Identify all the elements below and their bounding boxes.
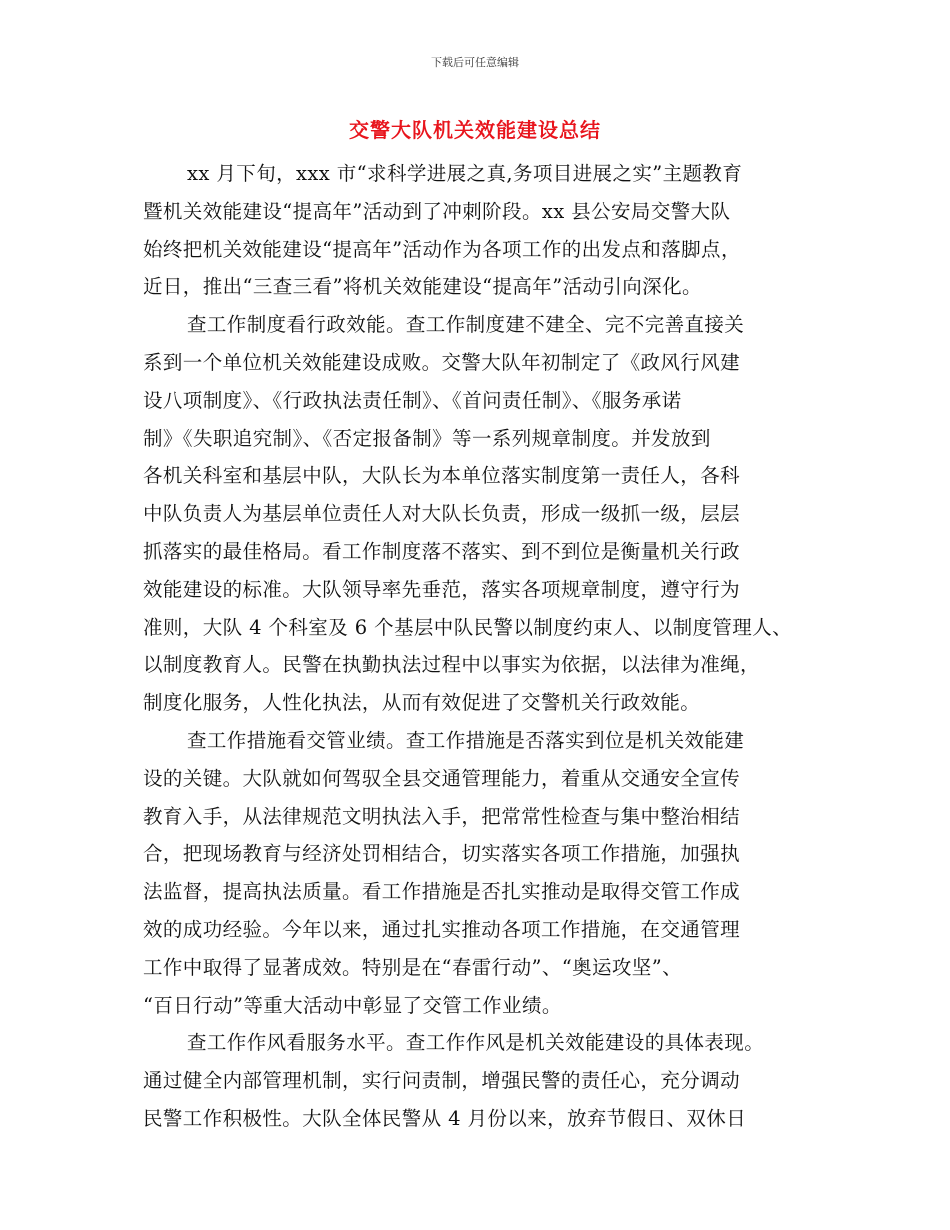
paragraph-line: 效的成功经验。今年以来，通过扎实推动各项工作措施，在交通管理 [143, 917, 741, 941]
paragraph-line: 制度化服务，人性化执法，从而有效促进了交警机关行政效能。 [143, 691, 701, 715]
paragraph-first-line: 查工作措施看交管业绩。查工作措施是否落实到位是机关效能建 [187, 728, 745, 752]
paragraph-line: 教育入手，从法律规范文明执法入手，把常常性检查与集中整治相结 [143, 804, 741, 828]
paragraph-first-line: xx 月下旬，xxx 市“求科学进展之真,务项目进展之实”主题教育 [187, 162, 743, 185]
paragraph-line: 民警工作积极性。大队全体民警从 4 月份以来，放弃节假日、双休日 [143, 1106, 747, 1130]
paragraph-line: 系到一个单位机关效能建设成败。交警大队年初制定了《政风行风建 [143, 350, 741, 374]
paragraph-first-line: 查工作作风看服务水平。查工作作风是机关效能建设的具体表现。 [187, 1031, 765, 1055]
paragraph-line: 暨机关效能建设“提高年”活动到了冲刺阶段。xx 县公安局交警大队 [143, 199, 731, 223]
paragraph-line: 通过健全内部管理机制，实行问责制，增强民警的责任心，充分调动 [143, 1069, 741, 1093]
paragraph-line: 设的关键。大队就如何驾驭全县交通管理能力，着重从交通安全宣传 [143, 766, 741, 790]
paragraph-line: 制》《失职追究制》、《否定报备制》等一系列规章制度。并发放到 [143, 426, 711, 450]
document-title: 交警大队机关效能建设总结 [349, 118, 601, 142]
page-header-note: 下载后可任意编辑 [431, 56, 519, 69]
paragraph-line: 各机关科室和基层中队，大队长为本单位落实制度第一责任人，各科 [143, 464, 741, 488]
paragraph-line: 近日，推出“三查三看”将机关效能建设“提高年”活动引向深化。 [143, 275, 702, 299]
paragraph-line: 始终把机关效能建设“提高年”活动作为各项工作的出发点和落脚点， [143, 237, 741, 261]
paragraph-line: “百日行动”等重大活动中彰显了交管工作业绩。 [143, 993, 562, 1017]
paragraph-line: 效能建设的标准。大队领导率先垂范，落实各项规章制度，遵守行为 [143, 577, 741, 601]
paragraph-line: 准则，大队 4 个科室及 6 个基层中队民警以制度约束人、以制度管理人、 [143, 615, 793, 639]
paragraph-line: 设八项制度》、《行政执法责任制》、《首问责任制》、《服务承诺 [143, 388, 682, 412]
document-body [143, 160, 843, 1143]
paragraph-line: 中队负责人为基层单位责任人对大队长负责，形成一级抓一级，层层 [143, 502, 741, 526]
paragraph-line: 工作中取得了显著成效。特别是在“春雷行动”、“奥运攻坚”、 [143, 955, 682, 979]
paragraph-line: 法监督，提高执法质量。看工作措施是否扎实推动是取得交管工作成 [143, 880, 741, 904]
paragraph-first-line: 查工作制度看行政效能。查工作制度建不建全、完不完善直接关 [187, 313, 745, 337]
paragraph-line: 合，把现场教育与经济处罚相结合，切实落实各项工作措施，加强执 [143, 842, 741, 866]
paragraph-line: 以制度教育人。民警在执勤执法过程中以事实为依据，以法律为准绳， [143, 653, 760, 677]
paragraph-line: 抓落实的最佳格局。看工作制度落不落实、到不到位是衡量机关行政 [143, 539, 741, 563]
